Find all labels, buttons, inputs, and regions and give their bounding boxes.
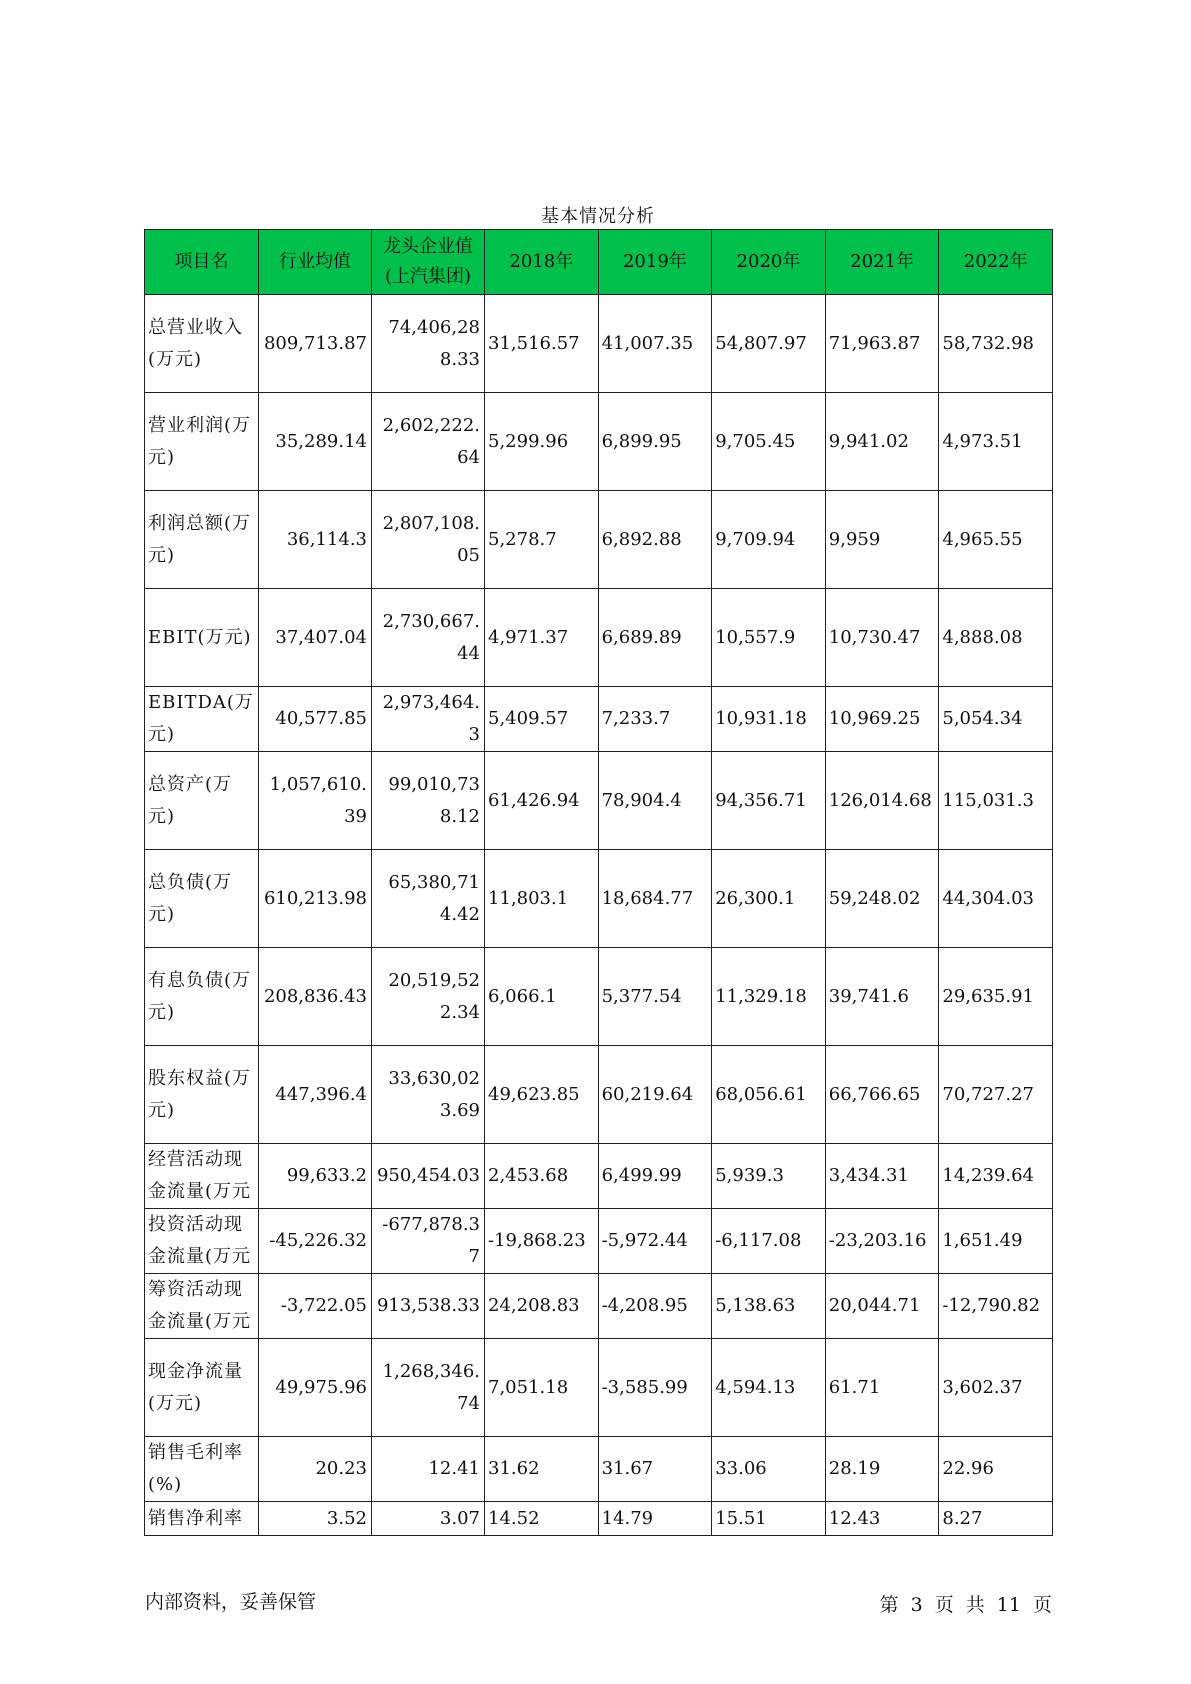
- industry-avg-cell: -45,226.32: [259, 1209, 372, 1274]
- row-label: 销售净利率: [145, 1502, 259, 1536]
- year-value-cell: 14.79: [598, 1502, 712, 1536]
- year-value-cell: 8.27: [939, 1502, 1053, 1536]
- confidential-note: 内部资料，妥善保管: [145, 1591, 317, 1613]
- year-value-cell: 68,056.61: [712, 1046, 826, 1144]
- year-value-cell: 59,248.02: [825, 850, 939, 948]
- year-value-cell: 5,377.54: [598, 948, 712, 1046]
- header-year-2020: 2020年: [712, 230, 826, 295]
- row-label: 总负债(万元): [145, 850, 259, 948]
- industry-avg-cell: 35,289.14: [259, 393, 372, 491]
- industry-avg-cell: 20.23: [259, 1437, 372, 1502]
- year-value-cell: 9,705.45: [712, 393, 826, 491]
- year-value-cell: 6,499.99: [598, 1144, 712, 1209]
- year-value-cell: 20,044.71: [825, 1274, 939, 1339]
- table-row: [145, 752, 1053, 850]
- year-value-cell: 5,278.7: [485, 491, 599, 589]
- year-value-cell: 4,888.08: [939, 589, 1053, 687]
- row-label: 投资活动现金流量(万元: [145, 1209, 259, 1274]
- year-value-cell: 9,959: [825, 491, 939, 589]
- year-value-cell: 126,014.68: [825, 752, 939, 850]
- industry-avg-cell: 36,114.3: [259, 491, 372, 589]
- year-value-cell: 58,732.98: [939, 295, 1053, 393]
- row-label: 总营业收入(万元): [145, 295, 259, 393]
- year-value-cell: -3,585.99: [598, 1339, 712, 1437]
- year-value-cell: 60,219.64: [598, 1046, 712, 1144]
- table-row: [145, 491, 1053, 589]
- year-value-cell: 4,965.55: [939, 491, 1053, 589]
- row-label: 利润总额(万元): [145, 491, 259, 589]
- year-value-cell: 78,904.4: [598, 752, 712, 850]
- table-row: [145, 850, 1053, 948]
- header-industry-avg: 行业均值: [259, 230, 372, 295]
- leader-value-cell: 2,973,464.3: [372, 687, 485, 752]
- year-value-cell: 14.52: [485, 1502, 599, 1536]
- year-value-cell: 66,766.65: [825, 1046, 939, 1144]
- year-value-cell: 9,941.02: [825, 393, 939, 491]
- table-row: [145, 1437, 1053, 1502]
- year-value-cell: 1,651.49: [939, 1209, 1053, 1274]
- leader-value-cell: 2,807,108.05: [372, 491, 485, 589]
- leader-value-cell: 950,454.03: [372, 1144, 485, 1209]
- table-row: [145, 948, 1053, 1046]
- row-label: EBITDA(万元): [145, 687, 259, 752]
- year-value-cell: 18,684.77: [598, 850, 712, 948]
- year-value-cell: 33.06: [712, 1437, 826, 1502]
- table-caption: 基本情况分析: [541, 206, 655, 227]
- table-row: [145, 1274, 1053, 1339]
- year-value-cell: 41,007.35: [598, 295, 712, 393]
- year-value-cell: 39,741.6: [825, 948, 939, 1046]
- table-row: [145, 1144, 1053, 1209]
- year-value-cell: 70,727.27: [939, 1046, 1053, 1144]
- year-value-cell: 24,208.83: [485, 1274, 599, 1339]
- leader-value-cell: 2,602,222.64: [372, 393, 485, 491]
- row-label: EBIT(万元): [145, 589, 259, 687]
- year-value-cell: 5,409.57: [485, 687, 599, 752]
- year-value-cell: 6,892.88: [598, 491, 712, 589]
- leader-value-cell: 12.41: [372, 1437, 485, 1502]
- industry-avg-cell: 40,577.85: [259, 687, 372, 752]
- row-label: 股东权益(万元): [145, 1046, 259, 1144]
- year-value-cell: 5,939.3: [712, 1144, 826, 1209]
- row-label: 有息负债(万元): [145, 948, 259, 1046]
- header-year-2018: 2018年: [485, 230, 599, 295]
- year-value-cell: -6,117.08: [712, 1209, 826, 1274]
- leader-value-cell: 99,010,738.12: [372, 752, 485, 850]
- year-value-cell: 10,730.47: [825, 589, 939, 687]
- industry-avg-cell: 99,633.2: [259, 1144, 372, 1209]
- header-year-2022: 2022年: [939, 230, 1053, 295]
- leader-value-cell: -677,878.37: [372, 1209, 485, 1274]
- table-row: [145, 1502, 1053, 1536]
- header-leader-value: 龙头企业值(上汽集团): [372, 230, 485, 295]
- year-value-cell: 4,971.37: [485, 589, 599, 687]
- year-value-cell: 7,233.7: [598, 687, 712, 752]
- leader-value-cell: 1,268,346.74: [372, 1339, 485, 1437]
- year-value-cell: -23,203.16: [825, 1209, 939, 1274]
- year-value-cell: 10,931.18: [712, 687, 826, 752]
- table-row: [145, 1339, 1053, 1437]
- year-value-cell: 54,807.97: [712, 295, 826, 393]
- year-value-cell: -12,790.82: [939, 1274, 1053, 1339]
- industry-avg-cell: 1,057,610.39: [259, 752, 372, 850]
- year-value-cell: 15.51: [712, 1502, 826, 1536]
- year-value-cell: 6,066.1: [485, 948, 599, 1046]
- table-row: [145, 687, 1053, 752]
- year-value-cell: 14,239.64: [939, 1144, 1053, 1209]
- leader-value-cell: 33,630,023.69: [372, 1046, 485, 1144]
- header-year-2019: 2019年: [598, 230, 712, 295]
- year-value-cell: 2,453.68: [485, 1144, 599, 1209]
- leader-value-cell: 3.07: [372, 1502, 485, 1536]
- row-label: 经营活动现金流量(万元: [145, 1144, 259, 1209]
- year-value-cell: 61,426.94: [485, 752, 599, 850]
- industry-avg-cell: 208,836.43: [259, 948, 372, 1046]
- industry-avg-cell: 3.52: [259, 1502, 372, 1536]
- year-value-cell: 29,635.91: [939, 948, 1053, 1046]
- year-value-cell: 9,709.94: [712, 491, 826, 589]
- year-value-cell: -5,972.44: [598, 1209, 712, 1274]
- year-value-cell: 10,969.25: [825, 687, 939, 752]
- table-row: [145, 393, 1053, 491]
- year-value-cell: 5,138.63: [712, 1274, 826, 1339]
- page-number: 第 3 页 共 11 页: [879, 1594, 1052, 1616]
- basic-analysis-table: [144, 229, 1053, 1536]
- header-item-name: 项目名: [145, 230, 259, 295]
- year-value-cell: 4,594.13: [712, 1339, 826, 1437]
- industry-avg-cell: -3,722.05: [259, 1274, 372, 1339]
- year-value-cell: 12.43: [825, 1502, 939, 1536]
- year-value-cell: 26,300.1: [712, 850, 826, 948]
- year-value-cell: 28.19: [825, 1437, 939, 1502]
- year-value-cell: 4,973.51: [939, 393, 1053, 491]
- table-row: [145, 589, 1053, 687]
- leader-value-cell: 913,538.33: [372, 1274, 485, 1339]
- leader-value-cell: 20,519,522.34: [372, 948, 485, 1046]
- header-year-2021: 2021年: [825, 230, 939, 295]
- row-label: 营业利润(万元): [145, 393, 259, 491]
- year-value-cell: -4,208.95: [598, 1274, 712, 1339]
- year-value-cell: 115,031.3: [939, 752, 1053, 850]
- row-label: 筹资活动现金流量(万元: [145, 1274, 259, 1339]
- year-value-cell: 11,329.18: [712, 948, 826, 1046]
- year-value-cell: 11,803.1: [485, 850, 599, 948]
- industry-avg-cell: 49,975.96: [259, 1339, 372, 1437]
- row-label: 销售毛利率(%): [145, 1437, 259, 1502]
- year-value-cell: 71,963.87: [825, 295, 939, 393]
- industry-avg-cell: 447,396.4: [259, 1046, 372, 1144]
- year-value-cell: 31.62: [485, 1437, 599, 1502]
- year-value-cell: 7,051.18: [485, 1339, 599, 1437]
- year-value-cell: 44,304.03: [939, 850, 1053, 948]
- year-value-cell: 94,356.71: [712, 752, 826, 850]
- year-value-cell: 5,299.96: [485, 393, 599, 491]
- year-value-cell: 61.71: [825, 1339, 939, 1437]
- year-value-cell: 22.96: [939, 1437, 1053, 1502]
- table-row: [145, 1046, 1053, 1144]
- industry-avg-cell: 610,213.98: [259, 850, 372, 948]
- industry-avg-cell: 809,713.87: [259, 295, 372, 393]
- year-value-cell: 3,602.37: [939, 1339, 1053, 1437]
- year-value-cell: 6,689.89: [598, 589, 712, 687]
- leader-value-cell: 65,380,714.42: [372, 850, 485, 948]
- table-row: [145, 295, 1053, 393]
- year-value-cell: 10,557.9: [712, 589, 826, 687]
- leader-value-cell: 74,406,288.33: [372, 295, 485, 393]
- table-row: [145, 1209, 1053, 1274]
- row-label: 现金净流量(万元): [145, 1339, 259, 1437]
- year-value-cell: 6,899.95: [598, 393, 712, 491]
- row-label: 总资产(万元): [145, 752, 259, 850]
- header-row: [145, 230, 1053, 295]
- year-value-cell: 5,054.34: [939, 687, 1053, 752]
- year-value-cell: 49,623.85: [485, 1046, 599, 1144]
- year-value-cell: 31,516.57: [485, 295, 599, 393]
- year-value-cell: -19,868.23: [485, 1209, 599, 1274]
- leader-value-cell: 2,730,667.44: [372, 589, 485, 687]
- year-value-cell: 3,434.31: [825, 1144, 939, 1209]
- industry-avg-cell: 37,407.04: [259, 589, 372, 687]
- year-value-cell: 31.67: [598, 1437, 712, 1502]
